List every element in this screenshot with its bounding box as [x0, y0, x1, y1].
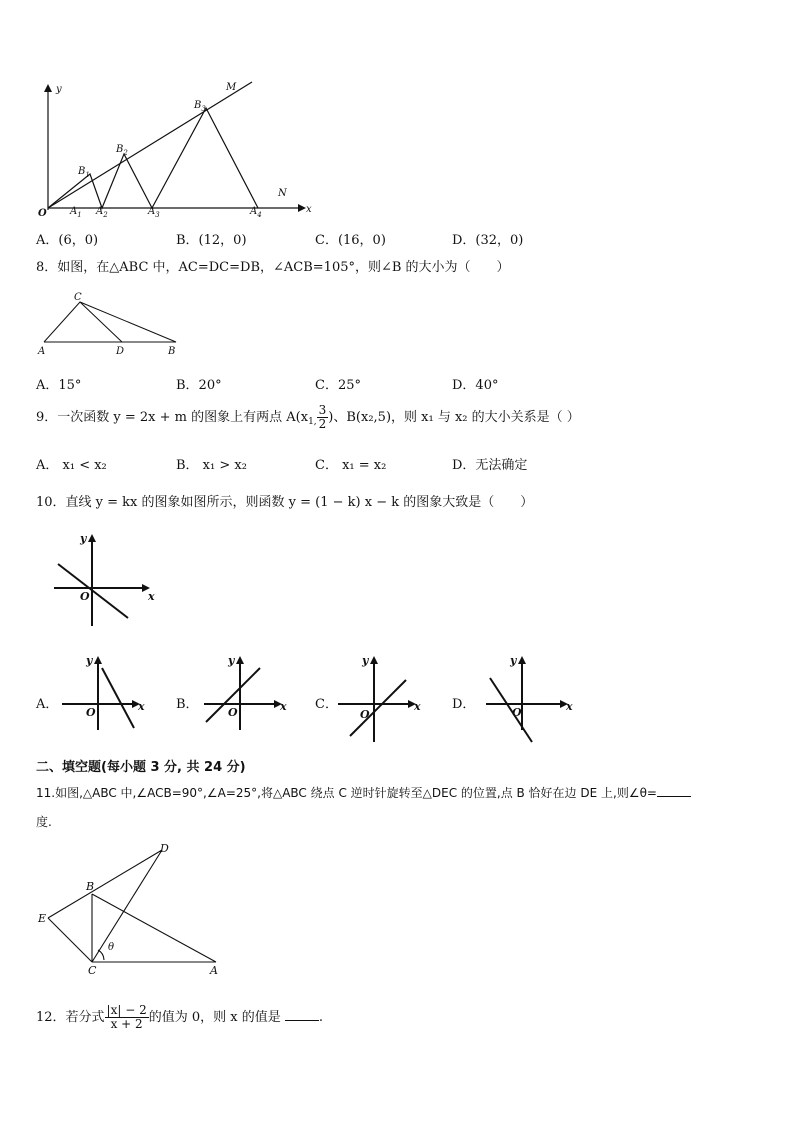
q9-fraction — [317, 404, 329, 431]
q7-label-m: M — [226, 82, 237, 93]
q7-ray-om — [48, 82, 252, 208]
q10-question-text: 10．直线 y = kx 的图象如图所示，则函数 y = (1 − k) x − k 的图象大致是（ ） — [36, 495, 534, 510]
q12-suffix: 的值为 0，则 x 的值是 — [148, 1010, 281, 1025]
q9-frac-den: 2 — [318, 417, 327, 431]
q10-main-x-label: x — [148, 590, 155, 603]
q11-label-e: E — [38, 912, 47, 925]
q7-option-d[interactable]: D．(32，0) — [452, 233, 524, 248]
q10-main-o-label: O — [80, 590, 90, 603]
q9-question-text — [36, 404, 580, 436]
q8-label-d: D — [116, 346, 125, 357]
q9-prefix: 9．一次函数 y = 2x + m 的图象上有两点 A(x — [36, 410, 309, 425]
q10-c-y-label: y — [362, 654, 369, 667]
q10-option-b-letter[interactable]: B． — [176, 697, 199, 712]
q10-a-o-label: O — [86, 706, 96, 719]
q10-d-o-label: O — [512, 706, 522, 719]
q10-a-x-label: x — [138, 700, 145, 713]
q12-prefix: 12．若分式 — [36, 1010, 105, 1025]
q7-label-n: N — [278, 188, 287, 199]
q12-question-text — [36, 1000, 323, 1036]
q11-label-theta: θ — [108, 942, 115, 953]
q8-label-c: C — [74, 292, 82, 303]
q11-answer-blank[interactable] — [657, 784, 691, 797]
q11-question-line1 — [36, 784, 691, 801]
q10-option-b-graph[interactable] — [200, 650, 290, 730]
q11-label-b: B — [86, 880, 95, 893]
q10-b-o-label: O — [228, 706, 238, 719]
q10-c-o-label: O — [360, 708, 370, 721]
q7-label-o: O — [38, 208, 47, 219]
q10-c-x-label: x — [414, 700, 421, 713]
q12-end: . — [318, 1010, 323, 1025]
q10-option-a-letter[interactable]: A． — [36, 697, 59, 712]
q7-option-a[interactable]: A．(6，0) — [36, 233, 99, 248]
q7-option-b[interactable]: B．(12，0) — [176, 233, 247, 248]
q10-b-x-label: x — [280, 700, 287, 713]
q7-figure — [30, 78, 320, 218]
section-2-title: 二、填空题(每小题 3 分, 共 24 分) — [36, 760, 246, 775]
q8-option-a[interactable]: A．15° — [36, 378, 82, 393]
q10-option-d-letter[interactable]: D． — [452, 697, 476, 712]
q7-option-c[interactable]: C．(16，0) — [315, 233, 386, 248]
q8-question-text: 8．如图，在△ABC 中，AC=DC=DB，∠ACB=105°，则∠B 的大小为（ ） — [36, 260, 510, 275]
q9-option-a[interactable]: A． x₁ < x₂ — [36, 458, 107, 473]
q11-rotation-figure — [36, 838, 226, 976]
q8-option-c[interactable]: C．25° — [315, 378, 361, 393]
q12-fraction — [105, 1004, 149, 1031]
q10-d-y-label: y — [510, 654, 517, 667]
q10-d-x-label: x — [566, 700, 573, 713]
q10-b-y-label: y — [228, 654, 235, 667]
q8-option-b[interactable]: B．20° — [176, 378, 222, 393]
q11-label-d: D — [160, 842, 169, 855]
q8-option-d[interactable]: D．40° — [452, 378, 499, 393]
q7-label-x: x — [306, 204, 312, 215]
q11-line1-text: 11.如图,△ABC 中,∠ACB=90°,∠A=25°,将△ABC 绕点 C 逆时针旋转至△DEC 的位置,点 B 恰好在边 DE 上,则∠θ= — [36, 786, 657, 800]
q7-label-b3: $B_3$ — [194, 100, 206, 113]
q8-label-b: B — [168, 346, 176, 357]
q7-label-a3: $A_3$ — [148, 206, 160, 219]
q10-option-d-graph[interactable] — [482, 650, 574, 750]
q9-sub1: 1, — [308, 417, 317, 427]
q10-kx-graph — [50, 530, 160, 630]
q7-label-a1: $A_1$ — [70, 206, 82, 219]
q11-label-a: A — [210, 964, 218, 977]
q7-label-b1: $B_1$ — [78, 166, 90, 179]
q10-option-a-graph[interactable] — [58, 650, 148, 730]
q9-frac-num: 3 — [318, 403, 327, 417]
q12-frac-num: |x| − 2 — [106, 1003, 147, 1017]
q7-label-a4: $A_4$ — [250, 206, 262, 219]
q8-label-a: A — [38, 346, 46, 357]
q8-triangle-figure — [36, 290, 186, 360]
q7-zigzag — [48, 108, 258, 208]
q10-option-c-letter[interactable]: C． — [315, 697, 338, 712]
q12-answer-blank[interactable] — [285, 1008, 319, 1021]
q11-question-line2: 度. — [36, 815, 52, 829]
q7-label-y: y — [56, 84, 62, 95]
q7-label-b2: $B_2$ — [116, 144, 128, 157]
q9-option-d[interactable]: D．无法确定 — [452, 458, 528, 473]
q9-suffix: )、B(x₂,5)，则 x₁ 与 x₂ 的大小关系是（ ） — [328, 410, 580, 425]
q12-frac-den: x + 2 — [110, 1017, 143, 1031]
q9-option-b[interactable]: B． x₁ > x₂ — [176, 458, 247, 473]
q9-option-c[interactable]: C． x₁ = x₂ — [315, 458, 387, 473]
q10-option-c-graph[interactable] — [336, 650, 426, 750]
q10-a-y-label: y — [86, 654, 93, 667]
q7-label-a2: $A_2$ — [96, 206, 108, 219]
q11-label-c: C — [88, 964, 97, 977]
q10-main-y-label: y — [80, 532, 87, 545]
